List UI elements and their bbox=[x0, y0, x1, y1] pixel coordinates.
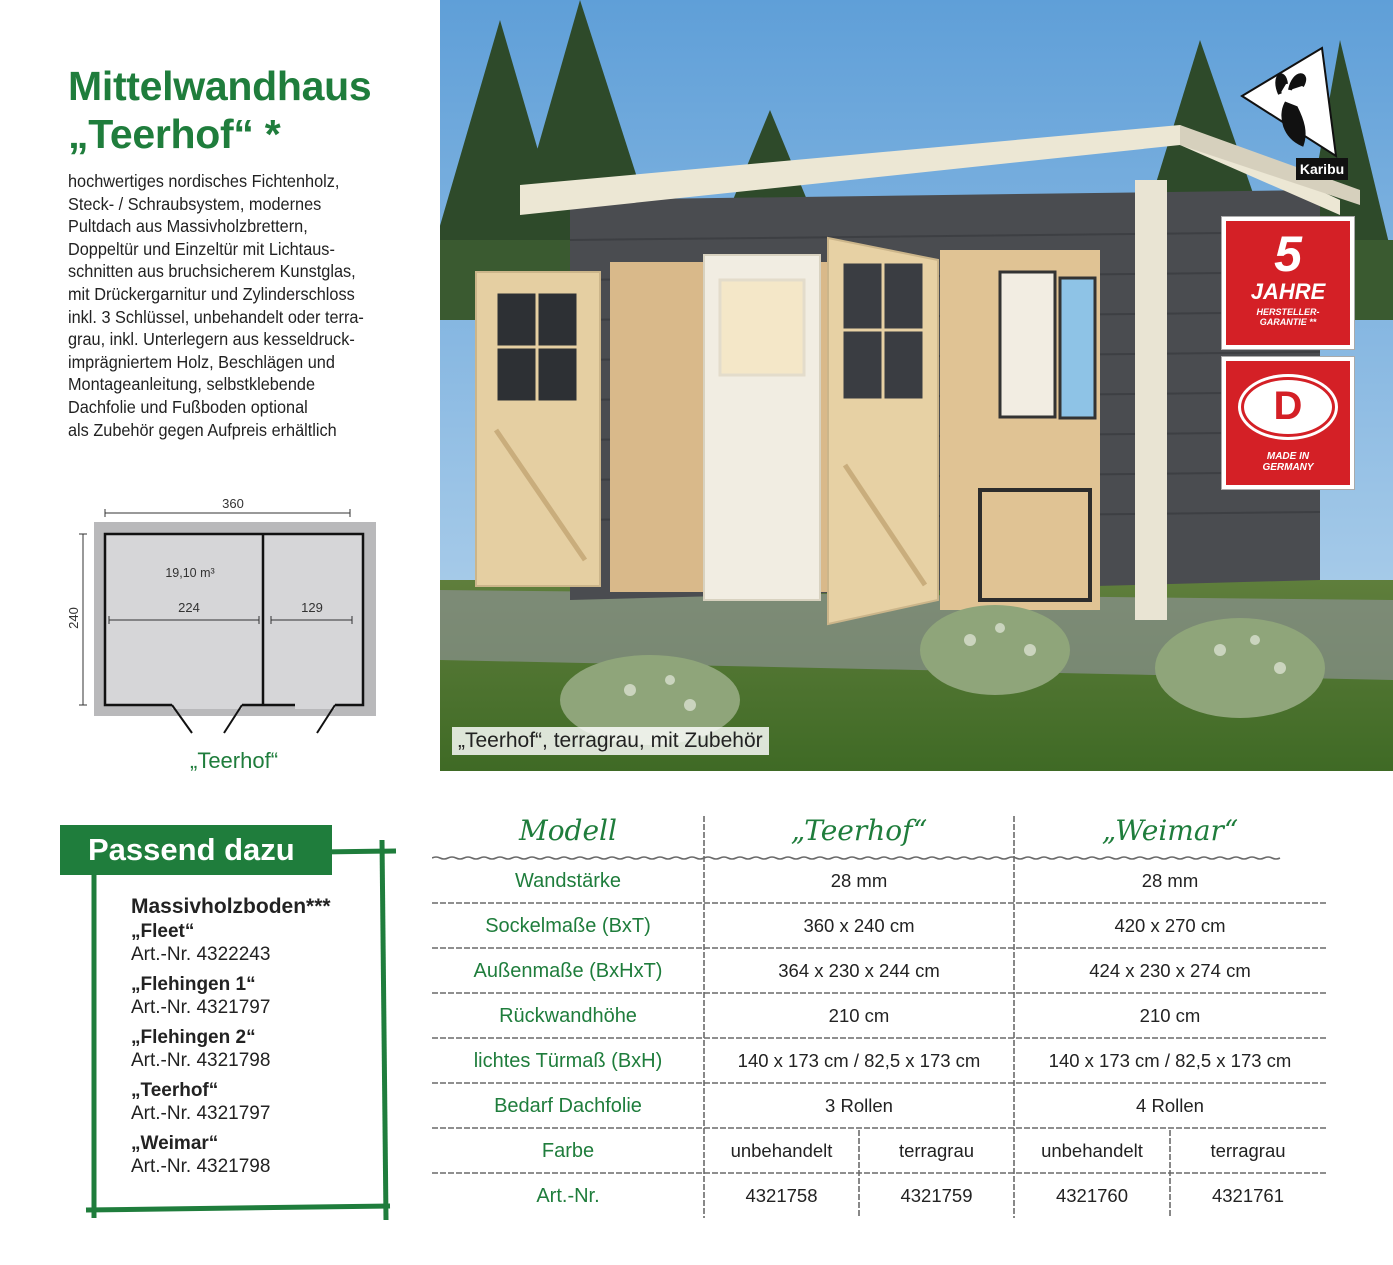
art-value: 4321761 bbox=[1211, 1185, 1285, 1206]
plan-width-label: 360 bbox=[222, 496, 244, 511]
accessory-name: „Flehingen 1“ bbox=[131, 974, 256, 995]
row-label: Wandstärke bbox=[515, 870, 621, 892]
description-line: inkl. 3 Schlüssel, unbehandelt oder terra- bbox=[68, 306, 364, 327]
list-item bbox=[131, 1132, 371, 1178]
color-value: unbehandelt bbox=[730, 1140, 833, 1161]
accessory-art: Art.-Nr. 4322243 bbox=[131, 944, 271, 965]
table-grid bbox=[432, 808, 1326, 1220]
accessory-art: Art.-Nr. 4321797 bbox=[131, 997, 271, 1018]
color-value: terragrau bbox=[1210, 1140, 1286, 1161]
karibu-deer-icon bbox=[1240, 46, 1352, 186]
teerhof-value: 28 mm bbox=[830, 870, 888, 891]
description-line: Doppeltür und Einzeltür mit Lichtaus- bbox=[68, 238, 335, 259]
made-in-germany-badge bbox=[1222, 357, 1354, 489]
row-label: Außenmaße (BxHxT) bbox=[473, 960, 663, 982]
country-small-text: MADE IN GERMANY bbox=[1262, 451, 1314, 473]
product-description bbox=[68, 170, 408, 441]
accessories-heading: Massivholzboden*** bbox=[131, 895, 331, 918]
country-oval: D bbox=[1241, 377, 1335, 437]
weimar-value: 420 x 270 cm bbox=[1114, 915, 1226, 936]
row-label: Sockelmaße (BxT) bbox=[485, 915, 651, 937]
weimar-value: 210 cm bbox=[1139, 1005, 1201, 1026]
row-label: Art.-Nr. bbox=[536, 1185, 600, 1207]
warranty-badge bbox=[1222, 217, 1354, 349]
header-modell: Modell bbox=[519, 814, 617, 847]
accessories-tab: Passend dazu bbox=[60, 825, 332, 875]
accessory-name: „Fleet“ bbox=[131, 921, 195, 942]
description-line: hochwertiges nordisches Fichtenholz, bbox=[68, 171, 340, 191]
list-item bbox=[131, 973, 371, 1019]
art-value: 4321760 bbox=[1055, 1185, 1129, 1206]
accessories-list bbox=[131, 895, 371, 1185]
description-line: imprägniertem Holz, Beschlägen und bbox=[68, 351, 335, 372]
accessory-name: „Weimar“ bbox=[131, 1133, 219, 1154]
list-item bbox=[131, 920, 371, 966]
description-line: Montageanleitung, selbstklebende bbox=[68, 374, 316, 395]
weimar-value: 140 x 173 cm / 82,5 x 173 cm bbox=[1048, 1050, 1292, 1071]
teerhof-value: 210 cm bbox=[828, 1005, 890, 1026]
teerhof-value: 364 x 230 x 244 cm bbox=[778, 960, 940, 981]
color-value: unbehandelt bbox=[1041, 1140, 1143, 1161]
accessory-name: „Teerhof“ bbox=[131, 1080, 219, 1101]
art-value: 4321758 bbox=[745, 1185, 818, 1206]
weimar-value: 424 x 230 x 274 cm bbox=[1089, 960, 1251, 981]
header-weimar: „Weimar“ bbox=[1101, 814, 1239, 847]
description-line: schnitten aus bruchsicherem Kunstglas, bbox=[68, 261, 356, 282]
header-teerhof: „Teerhof“ bbox=[790, 814, 928, 847]
accessory-art: Art.-Nr. 4321798 bbox=[131, 1050, 271, 1071]
teerhof-value: 140 x 173 cm / 82,5 x 173 cm bbox=[737, 1050, 981, 1071]
description-line: Dachfolie und Fußboden optional bbox=[68, 396, 308, 417]
plan-height-label: 240 bbox=[66, 607, 81, 629]
weimar-value: 28 mm bbox=[1141, 870, 1199, 891]
description-line: Steck- / Schraubsystem, modernes bbox=[68, 193, 322, 214]
spec-table bbox=[432, 808, 1326, 1220]
karibu-brand-text: Karibu bbox=[1299, 161, 1345, 177]
weimar-value: 4 Rollen bbox=[1136, 1095, 1204, 1116]
row-label: Bedarf Dachfolie bbox=[494, 1095, 642, 1117]
photo-caption: „Teerhof“, terragrau, mit Zubehör bbox=[452, 727, 769, 755]
plan-room2-label: 129 bbox=[301, 600, 323, 615]
description-line: grau, inkl. Unterlegern aus kesseldruck- bbox=[68, 329, 355, 350]
product-title bbox=[68, 62, 371, 158]
product-title-line2: „Teerhof“ * bbox=[68, 111, 281, 157]
plan-area-label: 19,10 m³ bbox=[165, 566, 215, 580]
row-label: lichtes Türmaß (BxH) bbox=[473, 1050, 663, 1072]
description-line: Pultdach aus Massivholzbrettern, bbox=[68, 216, 308, 237]
accessory-art: Art.-Nr. 4321797 bbox=[131, 1103, 271, 1124]
color-value: terragrau bbox=[898, 1140, 975, 1161]
accessory-name: „Flehingen 2“ bbox=[131, 1027, 256, 1048]
warranty-small-text: HERSTELLER- GARANTIE ** bbox=[1256, 307, 1320, 327]
teerhof-value: 3 Rollen bbox=[825, 1095, 893, 1116]
plan-caption: „Teerhof“ bbox=[190, 748, 279, 773]
warranty-word: JAHRE bbox=[1250, 279, 1326, 304]
warranty-number: 5 bbox=[1274, 226, 1302, 282]
teerhof-value: 360 x 240 cm bbox=[803, 915, 915, 936]
description-line: als Zubehör gegen Aufpreis erhältlich bbox=[68, 419, 337, 440]
list-item bbox=[131, 1079, 371, 1125]
plan-room1-label: 224 bbox=[178, 600, 200, 615]
art-value: 4321759 bbox=[900, 1185, 973, 1206]
row-label: Farbe bbox=[541, 1140, 595, 1162]
list-item bbox=[131, 1026, 371, 1072]
karibu-logo bbox=[1240, 46, 1352, 186]
description-line: mit Drückergarnitur und Zylinderschloss bbox=[68, 283, 355, 304]
row-label: Rückwandhöhe bbox=[499, 1005, 637, 1027]
floor-plan bbox=[60, 490, 400, 780]
product-title-line1: Mittelwandhaus bbox=[68, 63, 372, 109]
accessory-art: Art.-Nr. 4321798 bbox=[131, 1156, 271, 1177]
